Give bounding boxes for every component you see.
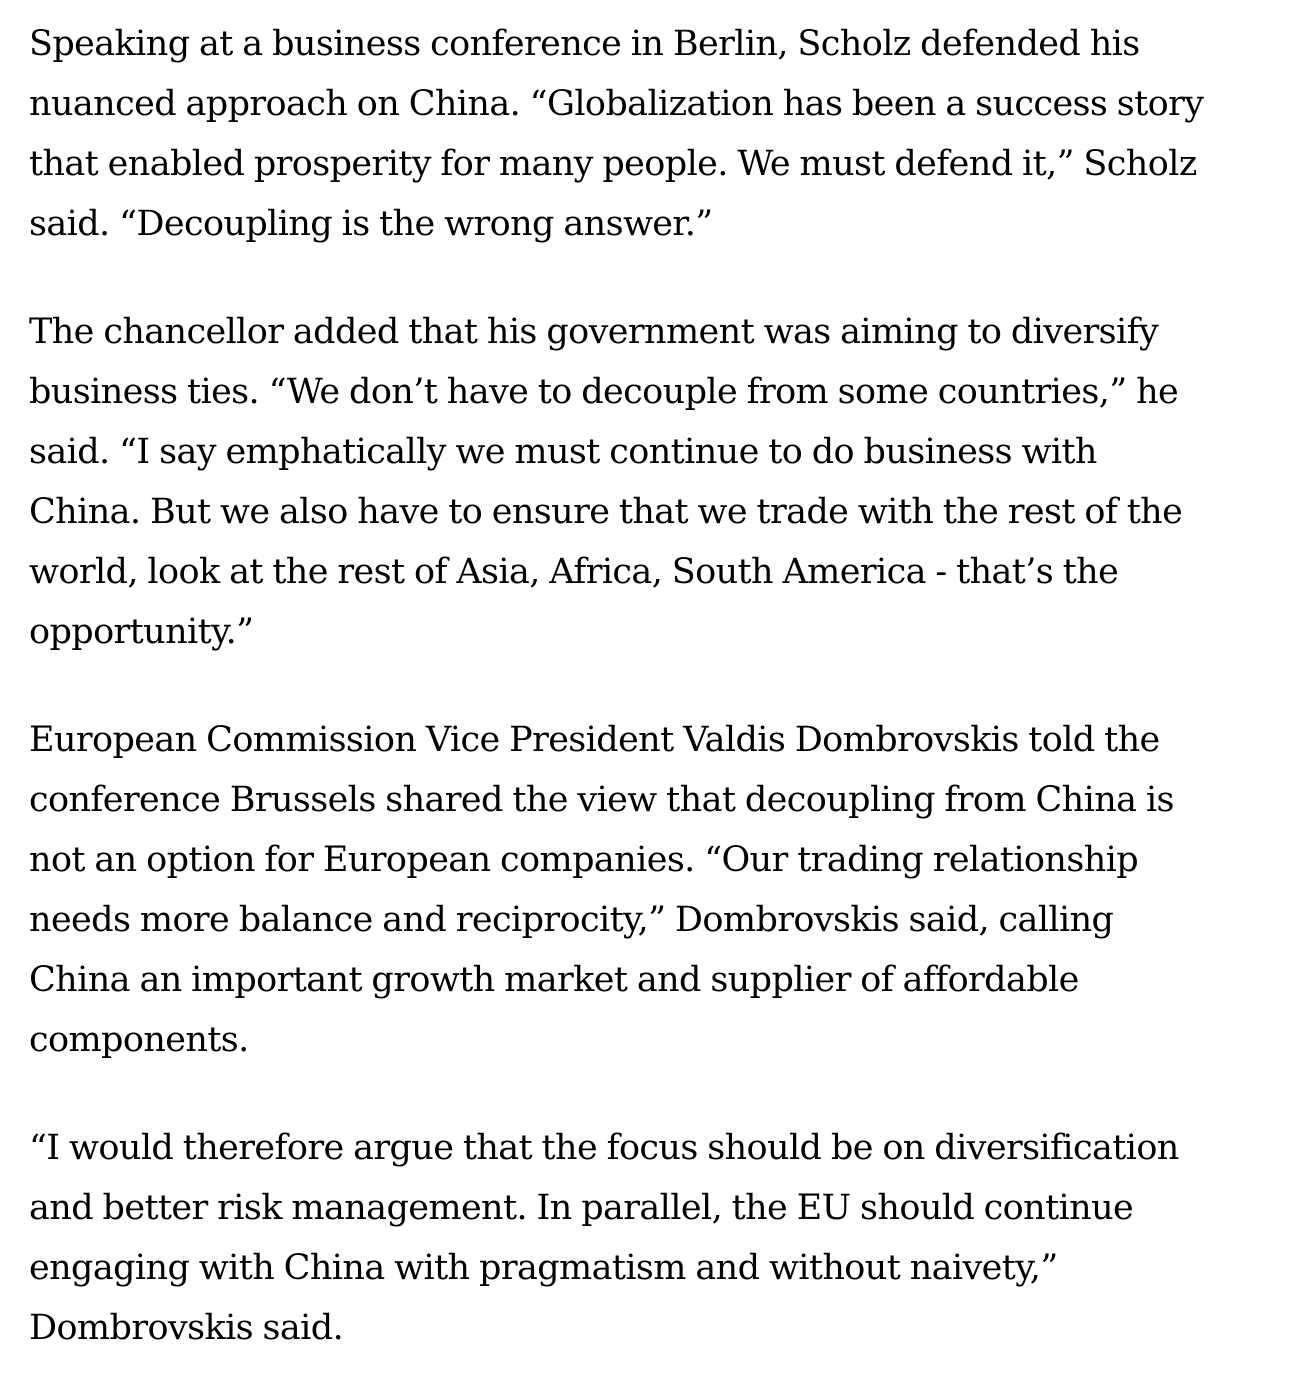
paragraph-line: China. But we also have to ensure that we trade with the rest of the (29, 492, 1183, 532)
paragraph-line: components. (29, 1020, 249, 1060)
paragraph-line: Dombrovskis said. (29, 1308, 344, 1348)
paragraph-dombrovskis-quote (29, 1118, 1270, 1358)
paragraph-dombrovskis-view (29, 710, 1270, 1070)
paragraph-line: business ties. “We don’t have to decouple from some countries,” he (29, 372, 1179, 412)
paragraph-line: that enabled prosperity for many people. We must defend it,” Scholz (29, 144, 1197, 184)
paragraph-line: nuanced approach on China. “Globalization has been a success story (29, 84, 1204, 124)
paragraph-line: not an option for European companies. “Our trading relationship (29, 840, 1139, 880)
paragraph-line: world, look at the rest of Asia, Africa, South America - that’s the (29, 552, 1119, 592)
paragraph-line: and better risk management. In parallel, the EU should continue (29, 1188, 1134, 1228)
paragraph-chancellor-diversify (29, 302, 1270, 662)
paragraph-line: said. “Decoupling is the wrong answer.” (29, 204, 713, 244)
paragraph-line: opportunity.” (29, 612, 254, 652)
paragraph-line: conference Brussels shared the view that decoupling from China is (29, 780, 1174, 820)
paragraph-line: engaging with China with pragmatism and without naivety,” (29, 1248, 1058, 1288)
paragraph-line: said. “I say emphatically we must continue to do business with (29, 432, 1097, 472)
paragraph-line: needs more balance and reciprocity,” Dombrovskis said, calling (29, 900, 1114, 940)
paragraph-line: The chancellor added that his government was aiming to diversify (29, 312, 1159, 352)
paragraph-scholz-globalization (29, 14, 1270, 254)
paragraph-line: European Commission Vice President Valdis Dombrovskis told the (29, 720, 1160, 760)
paragraph-line: Speaking at a business conference in Berlin, Scholz defended his (29, 24, 1140, 64)
paragraph-line: China an important growth market and supplier of affordable (29, 960, 1079, 1000)
paragraph-line: “I would therefore argue that the focus should be on diversification (29, 1128, 1179, 1168)
